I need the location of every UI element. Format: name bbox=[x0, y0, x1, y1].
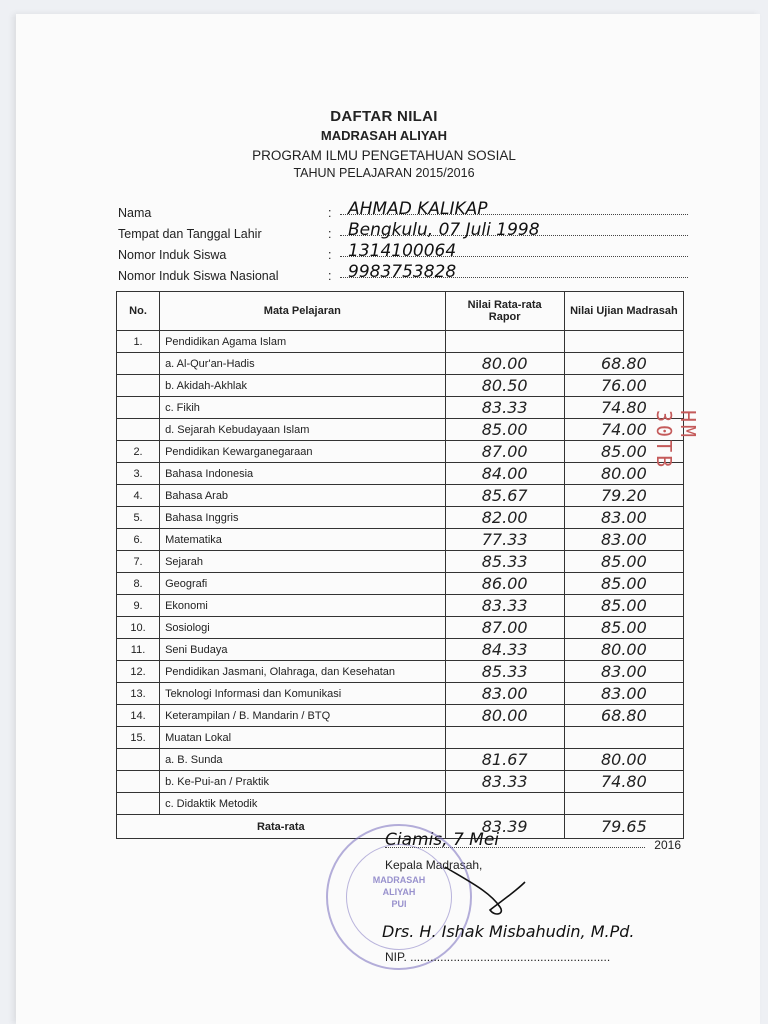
table-row bbox=[117, 705, 684, 727]
average-label: Rata-rata bbox=[117, 815, 446, 839]
signature-role: Kepala Madrasah, bbox=[385, 858, 483, 872]
table-row bbox=[117, 639, 684, 661]
row-number: 6. bbox=[117, 529, 160, 551]
table-row bbox=[117, 793, 684, 815]
grades-body bbox=[117, 331, 684, 815]
row-subject: Matematika bbox=[160, 529, 446, 551]
row-subject: Sejarah bbox=[160, 551, 446, 573]
row-subject: d. Sejarah Kebudayaan Islam bbox=[160, 419, 446, 441]
row-number: 15. bbox=[117, 727, 160, 749]
row-subject: Pendidikan Agama Islam bbox=[160, 331, 446, 353]
row-subject: Bahasa Inggris bbox=[160, 507, 446, 529]
row-exam-score: 85.00 bbox=[564, 595, 683, 617]
row-exam-score: 83.00 bbox=[564, 683, 683, 705]
colon: : bbox=[328, 227, 332, 241]
row-number: 14. bbox=[117, 705, 160, 727]
identity-row-nisn bbox=[118, 262, 688, 286]
row-subject: Pendidikan Jasmani, Olahraga, dan Kesehatan bbox=[160, 661, 446, 683]
row-report-score: 87.00 bbox=[445, 617, 564, 639]
identity-label: Nama bbox=[118, 206, 152, 220]
row-subject: Bahasa Arab bbox=[160, 485, 446, 507]
identity-value: Bengkulu, 07 Juli 1998 bbox=[348, 220, 540, 240]
colon: : bbox=[328, 248, 332, 262]
row-report-score bbox=[445, 331, 564, 353]
table-row bbox=[117, 529, 684, 551]
document-title: DAFTAR NILAI bbox=[330, 108, 438, 125]
row-subject: Sosiologi bbox=[160, 617, 446, 639]
row-report-score: 80.00 bbox=[445, 705, 564, 727]
table-row bbox=[117, 617, 684, 639]
row-report-score: 83.33 bbox=[445, 397, 564, 419]
row-number: 2. bbox=[117, 441, 160, 463]
table-row bbox=[117, 353, 684, 375]
row-exam-score: 83.00 bbox=[564, 507, 683, 529]
row-subject: Seni Budaya bbox=[160, 639, 446, 661]
row-report-score: 84.00 bbox=[445, 463, 564, 485]
side-stamp-mark: HM 30TB bbox=[652, 410, 700, 471]
grades-table bbox=[116, 291, 684, 839]
signature-scribble bbox=[440, 862, 530, 922]
row-number: 13. bbox=[117, 683, 160, 705]
row-exam-score: 74.80 bbox=[564, 397, 683, 419]
row-number bbox=[117, 419, 160, 441]
row-number: 1. bbox=[117, 331, 160, 353]
row-number: 8. bbox=[117, 573, 160, 595]
row-report-score: 84.33 bbox=[445, 639, 564, 661]
row-exam-score: 80.00 bbox=[564, 749, 683, 771]
row-subject: a. Al-Qur'an-Hadis bbox=[160, 353, 446, 375]
row-number: 7. bbox=[117, 551, 160, 573]
row-report-score bbox=[445, 727, 564, 749]
row-number bbox=[117, 353, 160, 375]
nip-line: NIP. ............................................................ bbox=[385, 950, 611, 964]
row-report-score: 85.33 bbox=[445, 551, 564, 573]
row-exam-score: 83.00 bbox=[564, 529, 683, 551]
identity-label: Nomor Induk Siswa Nasional bbox=[118, 269, 279, 283]
row-subject: Pendidikan Kewarganegaraan bbox=[160, 441, 446, 463]
row-subject: c. Didaktik Metodik bbox=[160, 793, 446, 815]
table-header-row bbox=[117, 292, 684, 331]
row-report-score: 83.33 bbox=[445, 771, 564, 793]
row-exam-score: 68.80 bbox=[564, 705, 683, 727]
row-exam-score: 83.00 bbox=[564, 661, 683, 683]
stamp-text: MADRASAH bbox=[372, 875, 426, 885]
row-exam-score: 68.80 bbox=[564, 353, 683, 375]
row-number: 4. bbox=[117, 485, 160, 507]
row-subject: Keterampilan / B. Mandarin / BTQ bbox=[160, 705, 446, 727]
identity-value: 9983753828 bbox=[348, 262, 457, 282]
table-row bbox=[117, 771, 684, 793]
row-exam-score: 85.00 bbox=[564, 551, 683, 573]
row-exam-score: 76.00 bbox=[564, 375, 683, 397]
row-subject: Muatan Lokal bbox=[160, 727, 446, 749]
row-exam-score: 85.00 bbox=[564, 441, 683, 463]
col-header-exam: Nilai Ujian Madrasah bbox=[564, 292, 683, 331]
row-number: 11. bbox=[117, 639, 160, 661]
signature-place-date: Ciamis, 7 Mei bbox=[385, 830, 500, 850]
row-subject: Geografi bbox=[160, 573, 446, 595]
table-row bbox=[117, 485, 684, 507]
signature-year: 2016 bbox=[654, 838, 681, 852]
row-report-score: 77.33 bbox=[445, 529, 564, 551]
colon: : bbox=[328, 206, 332, 220]
row-number: 3. bbox=[117, 463, 160, 485]
row-report-score: 83.33 bbox=[445, 595, 564, 617]
table-row bbox=[117, 419, 684, 441]
row-exam-score: 74.00 bbox=[564, 419, 683, 441]
row-report-score bbox=[445, 793, 564, 815]
table-row bbox=[117, 727, 684, 749]
row-subject: b. Ke-Pui-an / Praktik bbox=[160, 771, 446, 793]
program-name: PROGRAM ILMU PENGETAHUAN SOSIAL bbox=[252, 148, 516, 163]
table-row bbox=[117, 573, 684, 595]
identity-label: Tempat dan Tanggal Lahir bbox=[118, 227, 262, 241]
row-report-score: 83.00 bbox=[445, 683, 564, 705]
table-row bbox=[117, 661, 684, 683]
row-exam-score: 79.20 bbox=[564, 485, 683, 507]
row-exam-score: 85.00 bbox=[564, 617, 683, 639]
row-report-score: 80.00 bbox=[445, 353, 564, 375]
row-exam-score: 74.80 bbox=[564, 771, 683, 793]
row-number: 5. bbox=[117, 507, 160, 529]
row-subject: Teknologi Informasi dan Komunikasi bbox=[160, 683, 446, 705]
table-row bbox=[117, 463, 684, 485]
row-exam-score: 80.00 bbox=[564, 463, 683, 485]
row-subject: Bahasa Indonesia bbox=[160, 463, 446, 485]
academic-year: TAHUN PELAJARAN 2015/2016 bbox=[293, 166, 475, 180]
row-number bbox=[117, 793, 160, 815]
row-subject: a. B. Sunda bbox=[160, 749, 446, 771]
row-exam-score bbox=[564, 727, 683, 749]
row-exam-score bbox=[564, 793, 683, 815]
row-number: 9. bbox=[117, 595, 160, 617]
row-subject: c. Fikih bbox=[160, 397, 446, 419]
stamp-text: ALIYAH bbox=[382, 887, 416, 897]
identity-label: Nomor Induk Siswa bbox=[118, 248, 227, 262]
table-row bbox=[117, 749, 684, 771]
stamp-text: PUI bbox=[391, 899, 407, 909]
row-report-score: 82.00 bbox=[445, 507, 564, 529]
col-header-report: Nilai Rata-rata Rapor bbox=[445, 292, 564, 331]
row-report-score: 86.00 bbox=[445, 573, 564, 595]
row-subject: b. Akidah-Akhlak bbox=[160, 375, 446, 397]
school-name: MADRASAH ALIYAH bbox=[320, 128, 448, 143]
table-row bbox=[117, 441, 684, 463]
row-report-score: 80.50 bbox=[445, 375, 564, 397]
identity-value: 1314100064 bbox=[348, 241, 457, 261]
table-row bbox=[117, 331, 684, 353]
row-number bbox=[117, 375, 160, 397]
row-subject: Ekonomi bbox=[160, 595, 446, 617]
col-header-no: No. bbox=[117, 292, 160, 331]
table-row bbox=[117, 683, 684, 705]
row-number bbox=[117, 771, 160, 793]
row-exam-score: 80.00 bbox=[564, 639, 683, 661]
row-report-score: 87.00 bbox=[445, 441, 564, 463]
row-number: 12. bbox=[117, 661, 160, 683]
table-row bbox=[117, 507, 684, 529]
average-report: 83.39 bbox=[445, 815, 564, 839]
table-row bbox=[117, 397, 684, 419]
table-row bbox=[117, 551, 684, 573]
col-header-subject: Mata Pelajaran bbox=[160, 292, 446, 331]
identity-value: AHMAD KALIKAP bbox=[348, 199, 488, 219]
table-row bbox=[117, 375, 684, 397]
row-report-score: 85.33 bbox=[445, 661, 564, 683]
row-number bbox=[117, 749, 160, 771]
colon: : bbox=[328, 269, 332, 283]
table-row bbox=[117, 595, 684, 617]
row-report-score: 85.67 bbox=[445, 485, 564, 507]
row-exam-score bbox=[564, 331, 683, 353]
row-number: 10. bbox=[117, 617, 160, 639]
row-exam-score: 85.00 bbox=[564, 573, 683, 595]
row-report-score: 81.67 bbox=[445, 749, 564, 771]
average-exam: 79.65 bbox=[564, 815, 683, 839]
row-report-score: 85.00 bbox=[445, 419, 564, 441]
principal-name: Drs. H. Ishak Misbahudin, M.Pd. bbox=[382, 922, 635, 941]
row-number bbox=[117, 397, 160, 419]
